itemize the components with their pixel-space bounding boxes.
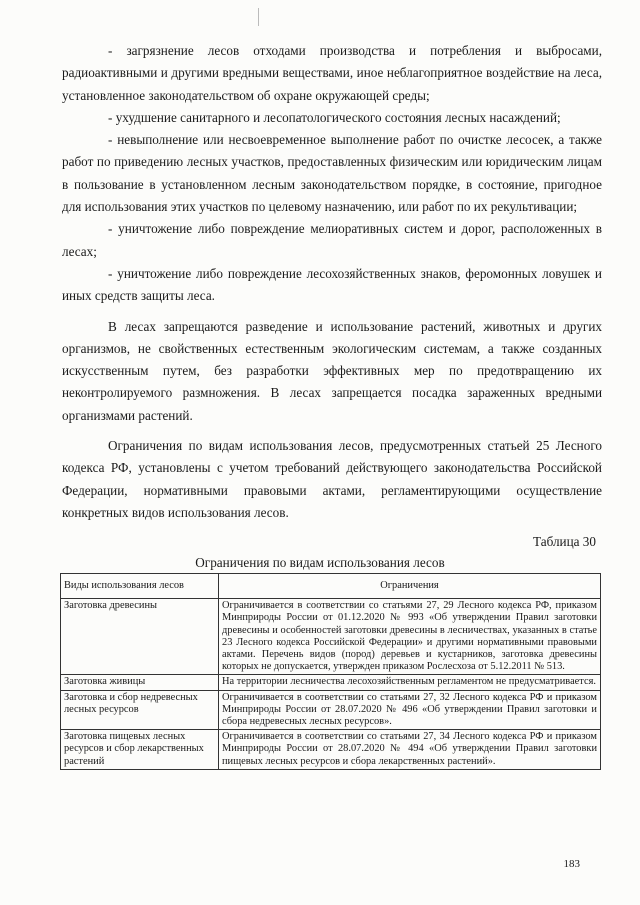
paragraph: Ограничения по видам использования лесов, предусмотренных статьей 25 Лесного кодекса РФ, установлены с учетом требований действующего законодательства Российской Федерации, нормативными правовыми актами, регламентирующими осуществление конкретных видов использования лесов. [62, 438, 602, 520]
scan-mark [258, 8, 259, 26]
table-cell-limit: Ограничивается в соответствии со статьями 27, 32 Лесного кодекса РФ и приказом Минприроды России от 28.07.2020 № 496 «Об утверждении Правил заготовки и сбора недревесных лесных ресурсов». [219, 690, 601, 730]
table-cell-limit: На территории лесничества лесохозяйственным регламентом не предусматривается. [219, 675, 601, 690]
paragraph: - уничтожение либо повреждение лесохозяйственных знаков, феромонных ловушек и иных средств защиты леса. [62, 265, 602, 304]
table-cell-type: Заготовка древесины [61, 599, 219, 675]
table-cell-type: Заготовка и сбор недревесных лесных ресурсов [61, 690, 219, 730]
paragraph: - загрязнение лесов отходами производства и потребления и выбросами, радиоактивными и другими вредными веществами, иное неблагоприятное воздействие на леса, установленное законодательством об охране окружающей среды; [62, 43, 602, 103]
table-cell-limit: Ограничивается в соответствии со статьями 27, 34 Лесного кодекса РФ и приказом Минприроды России от 28.07.2020 № 494 «Об утверждении Правил заготовки пищевых лесных ресурсов и сбора лекарственных растений». [219, 730, 601, 770]
page-number: 183 [563, 858, 580, 870]
paragraph: - уничтожение либо повреждение мелиоративных систем и дорог, расположенных в лесах; [62, 221, 602, 259]
column-header: Виды использования лесов [61, 574, 219, 599]
table-row [61, 730, 601, 770]
table-cell-type: Заготовка пищевых лесных ресурсов и сбор лекарственных растений [61, 730, 219, 770]
table-cell-limit: Ограничивается в соответствии со статьями 27, 29 Лесного кодекса РФ, приказом Минприроды России от 01.12.2020 № 993 «Об утверждении Правил заготовки древесины и особенностей заготовки древесины в лесничествах, указанных в статье 23 Лесного кодекса Российской Федерации» и другими нормативными правовыми актами. Перечень видов (пород) деревьев и кустарников, заготовка древесины которых не допускается, утвержден приказом Рослесхоза от 5.12.2011 № 513. [219, 599, 601, 675]
table-cell-type: Заготовка живицы [61, 675, 219, 690]
table-header-row [61, 574, 601, 599]
column-header: Ограничения [219, 574, 601, 599]
table-row [61, 675, 601, 690]
table-title: Ограничения по видам использования лесов [195, 555, 445, 570]
paragraph: В лесах запрещаются разведение и использование растений, животных и других организмов, не свойственных естественным экологическим системам, а также созданных искусственным путем, без разработки эффективных мер по предотвращению их неконтролируемого размножения. В лесах запрещается посадка зараженных вредными организмами растений. [62, 318, 602, 423]
paragraph: - ухудшение санитарного и лесопатологического состояния лесных насаждений; [108, 109, 561, 125]
paragraph: - невыполнение или несвоевременное выполнение работ по очистке лесосек, а также работ по приведению лесных участков, предоставленных физическим или юридическим лицам в пользование в установленном лесным законодательством порядке, в состояние, пригодное для использования этих участков по целевому назначению, или работ по их рекультивации; [62, 132, 602, 215]
table-label: Таблица 30 [533, 534, 596, 549]
table-row [61, 599, 601, 675]
table-row [61, 690, 601, 730]
body-text [62, 40, 602, 524]
limits-table [60, 573, 601, 770]
